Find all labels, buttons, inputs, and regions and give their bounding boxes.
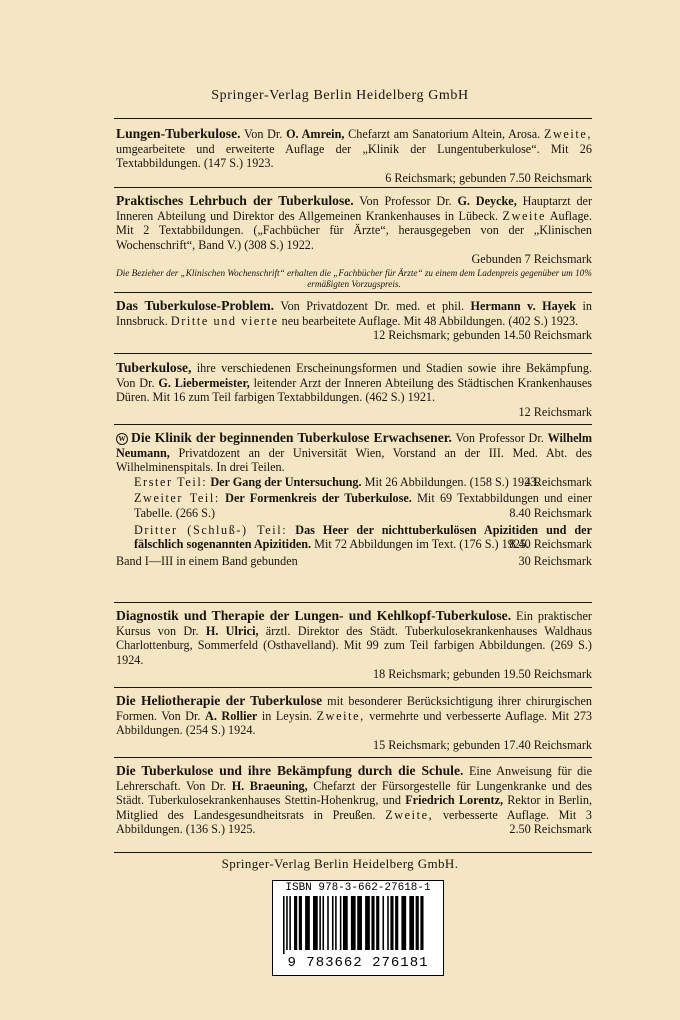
subscriber-note: Die Bezieher der „Klinischen Wochenschrift“ erhalten die „Fachbücher für Ärzte“ zu einem dem Ladenpreis gegenüber um 10% ermäßigten Vorzugspreis. <box>116 267 592 289</box>
divider <box>114 118 592 119</box>
volume-part: Dritter (Schluß-) Teil: Das Heer der nichttuberkulösen Apizitiden und der fälschlich sogenannten Apizitiden. Mit 72 Abbildungen im Text. (176 S.) 1925. 8.40 Reichsmark <box>134 522 592 552</box>
price: 2.50 Reichsmark <box>509 822 592 837</box>
isbn-label: ISBN 978-3-662-27618-1 <box>285 882 431 894</box>
price: 4 Reichsmark <box>524 474 592 489</box>
book-entry: Diagnostik und Therapie der Lungen- und Kehlkopf-Tuberkulose. Ein praktischer Kursus von Dr. H. Ulrici, ärztl. Direktor des Städt. Tuberkulosekrankenhauses Waldhaus Charlottenburg, Sommerfeld (Osthavelland). Mit 99 zum Teil farbigen Abbildungen. (269 S.) 1924. 18 Reichsmark; gebunden 19.50 Reichsmark <box>116 608 593 682</box>
volume-part: Erster Teil: Der Gang der Untersuchung. Mit 26 Abbildungen. (158 S.) 1923. 4 Reichsmark <box>134 474 592 489</box>
price: 12 Reichsmark <box>518 404 592 419</box>
publisher-header: Springer-Verlag Berlin Heidelberg GmbH <box>211 88 469 103</box>
publisher-mark-icon: W <box>116 433 128 445</box>
price: 8.40 Reichsmark <box>509 537 592 552</box>
price: 8.40 Reichsmark <box>509 505 592 520</box>
price: 15 Reichsmark; gebunden 17.40 Reichsmark <box>373 737 592 752</box>
book-entry: Lungen-Tuberkulose. Von Dr. O. Amrein, Chefarzt am Sanatorium Altein, Arosa. Zweite, umgearbeitete und erweiterte Auflage der „Klinik der Lungentuberkulose“. Mit 26 Textabbildungen. (147 S.) 1923. 6 Reichsmark; gebunden 7.50 Reichsmark <box>116 126 593 185</box>
divider <box>114 292 592 293</box>
band-line: Band I—III in einem Band gebunden 30 Reichsmark <box>116 553 592 568</box>
book-entry: Praktisches Lehrbuch der Tuberkulose. Von Professor Dr. G. Deycke, Hauptarzt der Inneren Abteilung und Direktor des Allgemeinen Krankenhauses in Lübeck. Zweite Auflage. Mit 2 Textabbildungen. („Fachbücher für Ärzte“, herausgegeben von der „Klinischen Wochenschrift“, Band V.) (308 S.) 1922. Gebunden 7 Reichsmark Die Bezieher der „Klinischen Wochenschrift“ erhalten die „Fachbücher für Ärzte“ zu einem dem Ladenpreis gegenüber um 10% ermäßigten Vorzugspreis. <box>116 193 593 289</box>
price: Gebunden 7 Reichsmark <box>471 252 592 267</box>
ean-digits: 9 783662 276181 <box>287 955 429 971</box>
price: 18 Reichsmark; gebunden 19.50 Reichsmark <box>373 667 592 682</box>
divider <box>114 424 592 425</box>
price: 12 Reichsmark; gebunden 14.50 Reichsmark <box>373 328 592 343</box>
book-entry-klinik: W Die Klinik der beginnenden Tuberkulose Erwachsener. Von Professor Dr. Wilhelm Neumann, Privatdozent an der Universität Wien, Vorstand an der III. Med. Abt. des Wilhelminenspitals. In drei Teilen. Erster Teil: Der Gang der Untersuchung. Mit 26 Abbildungen. (158 S.) 1923. 4 Reichsmark Zweiter Teil: Der Formenkreis der Tuberkulose. Mit 69 Textabbildungen und einer Tabelle. (266 S.) 8.40 Reichsmark Dritter (Schluß-) Teil: Das Heer der nichttuberkulösen Apizitiden und der fälschlich sogenannten Apizitiden. Mit 72 Abbildungen im Text. (176 S.) 1925. 8.40 Reichsmark Band I—III in einem Band gebunden 30 Reichsmark <box>116 430 593 568</box>
book-entry: Die Tuberkulose und ihre Bekämpfung durch die Schule. Eine Anweisung für die Lehrerschaft. Von Dr. H. Braeuning, Chefarzt der Fürsorgestelle für Lungenkranke und des Städt. Tuberkulosekrankenhauses Stettin-Hohenkrug, und Friedrich Lorentz, Rektor in Berlin, Mitglied des Landesgesundheitsrats in Preußen. Zweite, verbesserte Auflage. Mit 3 Abbildungen. (136 S.) 1925. 2.50 Reichsmark <box>116 763 593 837</box>
price: 30 Reichsmark <box>518 553 592 568</box>
isbn-barcode <box>272 880 444 976</box>
divider <box>114 602 592 603</box>
book-entry: Die Heliotherapie der Tuberkulose mit besonderer Berücksichtigung ihrer chirurgischen Formen. Von Dr. A. Rollier in Leysin. Zweite, vermehrte und verbesserte Auflage. Mit 273 Abbildungen. (254 S.) 1924. 15 Reichsmark; gebunden 17.40 Reichsmark <box>116 693 593 752</box>
barcode-bars-icon <box>283 896 433 954</box>
book-entry: Tuberkulose, ihre verschiedenen Erscheinungsformen und Stadien sowie ihre Bekämpfung. Von Dr. G. Liebermeister, leitender Arzt der Inneren Abteilung des Städtischen Krankenhauses Düren. Mit 16 zum Teil farbigen Textabbildungen. (462 S.) 1921. 12 Reichsmark <box>116 360 592 419</box>
divider <box>114 187 592 188</box>
divider <box>114 757 592 758</box>
divider <box>114 852 592 853</box>
publisher-footer: Springer-Verlag Berlin Heidelberg GmbH. <box>221 856 459 871</box>
book-entry: Das Tuberkulose-Problem. Von Privatdozent Dr. med. et phil. Hermann v. Hayek in Innsbruck. Dritte und vierte neu bearbeitete Auflage. Mit 48 Abbildungen. (402 S.) 1923. 12 Reichsmark; gebunden 14.50 Reichsmark <box>116 298 592 343</box>
divider <box>114 687 592 688</box>
volume-part: Zweiter Teil: Der Formenkreis der Tuberkulose. Mit 69 Textabbildungen und einer Tabelle. (266 S.) 8.40 Reichsmark <box>134 491 593 520</box>
divider <box>114 353 592 354</box>
price: 6 Reichsmark; gebunden 7.50 Reichsmark <box>385 170 592 185</box>
